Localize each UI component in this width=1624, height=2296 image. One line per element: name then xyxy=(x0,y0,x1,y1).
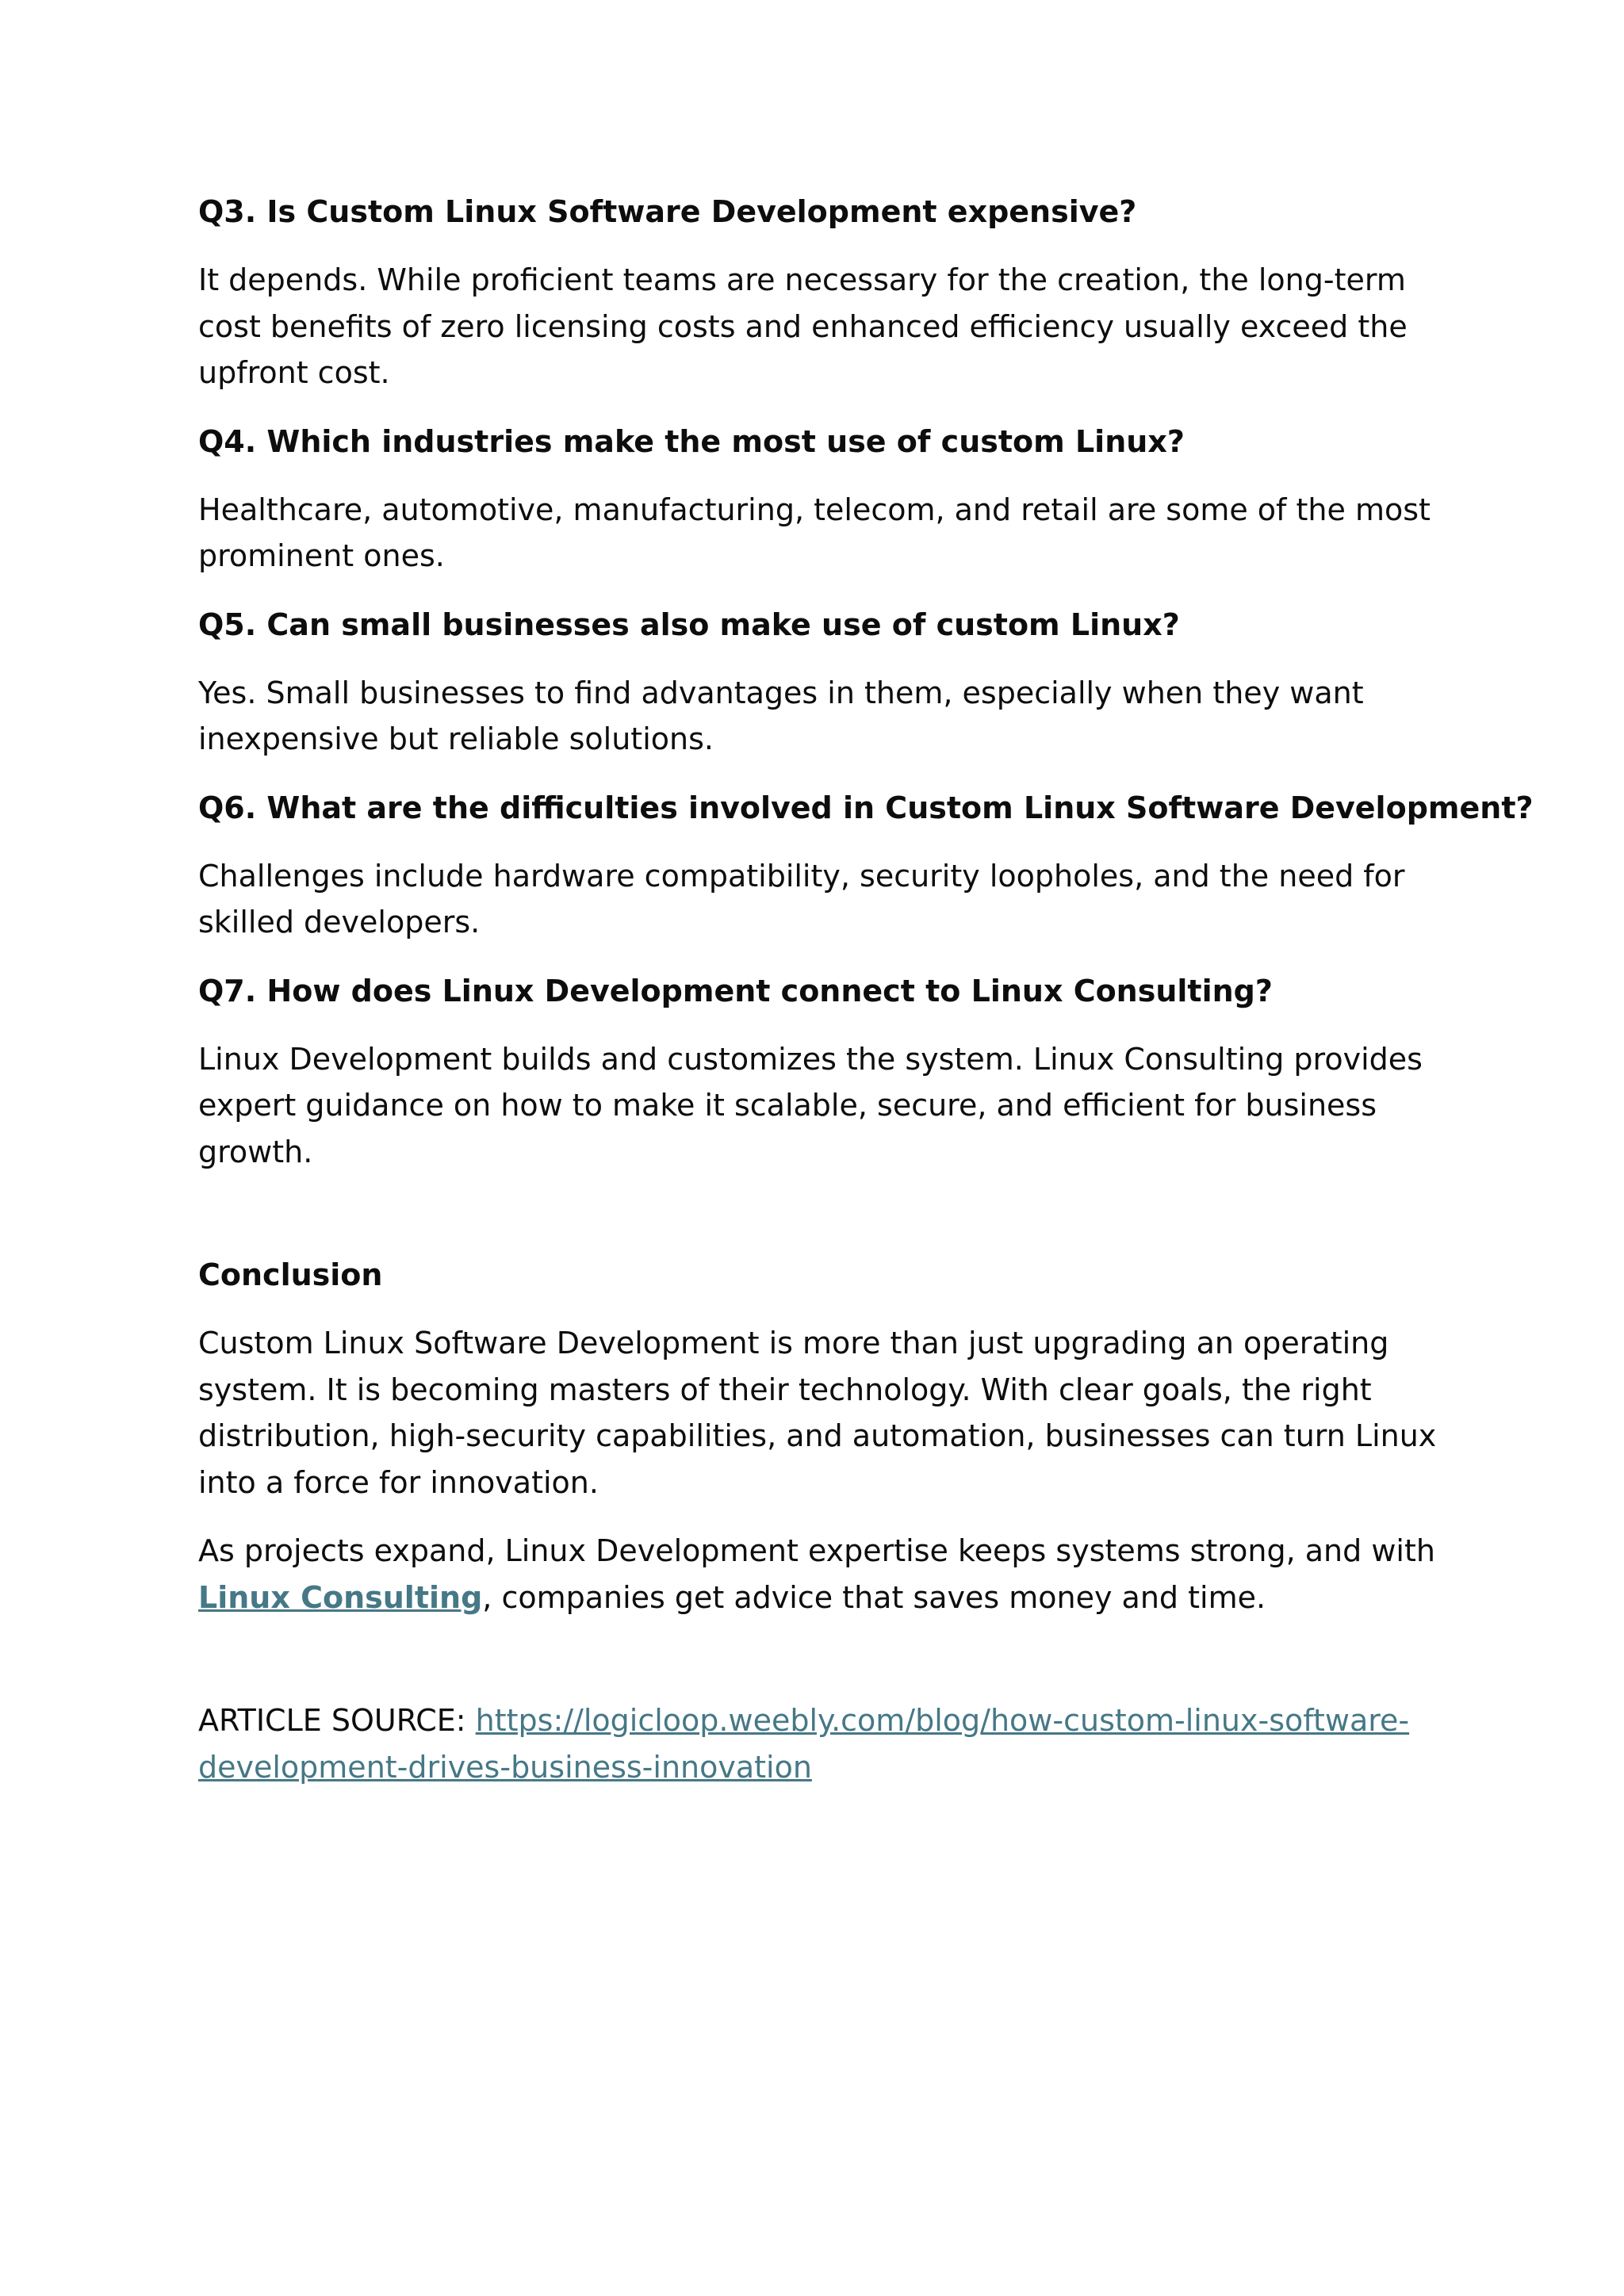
faq-answer: Healthcare, automotive, manufacturing, telecom, and retail are some of the most prominent ones. xyxy=(198,492,1431,573)
conclusion-heading: Conclusion xyxy=(198,1257,383,1292)
conclusion-paragraph: Custom Linux Software Development is more than just upgrading an operating system. It is becoming masters of their technology. With clear goals, the right distribution, high-security capabilities, and automation, businesses can turn Linux into a force for innovation. xyxy=(198,1326,1437,1500)
document-content xyxy=(198,189,1534,1790)
faq-item-q4 xyxy=(198,419,1443,580)
faq-item-q7 xyxy=(198,968,1443,1176)
faq-answer: It depends. While proficient teams are necessary for the creation, the long-term cost benefits of zero licensing costs and enhanced efficiency usually exceed the upfront cost. xyxy=(198,262,1408,390)
faq-question: Q5. Can small businesses also make use of custom Linux? xyxy=(198,607,1180,642)
paragraph-text: , companies get advice that saves money and time. xyxy=(482,1579,1266,1615)
article-source-link[interactable]: https://logicloop.weebly.com/blog/how-custom-linux-software-development-drives-business-innovation xyxy=(198,1703,1410,1785)
linux-consulting-link[interactable]: Linux Consulting xyxy=(198,1579,483,1615)
faq-question: Q4. Which industries make the most use of custom Linux? xyxy=(198,423,1185,459)
faq-item-q3 xyxy=(198,189,1443,396)
conclusion-paragraph-consulting xyxy=(198,1528,1443,1621)
faq-answer: Yes. Small businesses to find advantages in them, especially when they want inexpensive but reliable solutions. xyxy=(198,675,1364,756)
article-source xyxy=(198,1697,1443,1790)
faq-answer: Challenges include hardware compatibility, security loopholes, and the need for skilled developers. xyxy=(198,858,1405,939)
faq-item-q5 xyxy=(198,602,1443,763)
paragraph-text: As projects expand, Linux Development expertise keeps systems strong, and with xyxy=(198,1533,1435,1568)
faq-item-q6 xyxy=(198,785,1534,946)
article-source-label: ARTICLE SOURCE: xyxy=(198,1703,476,1738)
faq-question: Q7. How does Linux Development connect to Linux Consulting? xyxy=(198,973,1273,1008)
faq-question: Q3. Is Custom Linux Software Development expensive? xyxy=(198,194,1137,229)
faq-question: Q6. What are the difficulties involved in Custom Linux Software Development? xyxy=(198,790,1534,825)
faq-answer: Linux Development builds and customizes the system. Linux Consulting provides expert guidance on how to make it scalable, secure, and efficient for business growth. xyxy=(198,1041,1423,1169)
